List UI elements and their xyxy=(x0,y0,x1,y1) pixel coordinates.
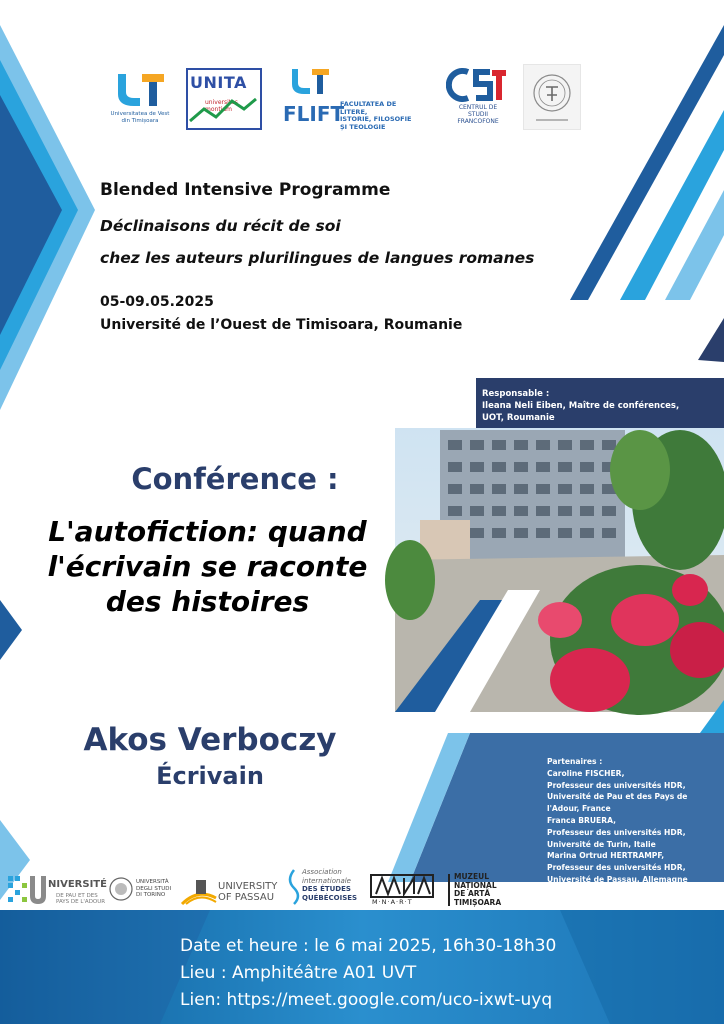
mnart-logo-icon xyxy=(370,874,434,898)
partner-line: Marina Ortrud HERTRAMPF, xyxy=(547,851,665,861)
conference-title-line2: l'écrivain se raconte xyxy=(47,550,368,583)
partners-label: Partenaires : xyxy=(547,757,603,766)
partner-line: l'Adour, France xyxy=(547,804,611,814)
pau-logo-word: NIVERSITÉ xyxy=(48,879,107,890)
programme-dates: 05-09.05.2025 xyxy=(100,294,214,310)
uvt-name xyxy=(100,111,180,125)
torino-line2: DEGLI STUDI xyxy=(136,885,172,892)
aieq-line4: QUÉBÉCOISES xyxy=(302,893,358,902)
unita-subtitle-line2: montium xyxy=(205,106,232,113)
uvt-logo xyxy=(112,70,168,112)
passau-logo-icon xyxy=(180,878,218,906)
flift-desc-line2: ISTORIE, FILOSOFIE xyxy=(340,115,412,123)
partner-line: Franca BRUERA, xyxy=(547,815,616,825)
aieq-logo-icon xyxy=(284,868,304,906)
programme-place: Université de l’Ouest de Timisoara, Roumanie xyxy=(100,317,463,333)
pau-logo-icon xyxy=(6,872,46,908)
partner-line: Professeur des universités HDR, xyxy=(547,863,686,873)
partner-line: Université de Passau, Allemagne xyxy=(547,874,688,884)
torino-line3: DI TORINO xyxy=(136,892,166,898)
torino-line1: UNIVERSITÀ xyxy=(136,879,169,885)
partner-line: Université de Turin, Italie xyxy=(547,839,656,849)
uvt-city-line: din Timișoara xyxy=(121,118,159,124)
flift-desc-line1: FACULTATEA DE LITERE, xyxy=(340,100,397,116)
csf-line3: FRANCOFONE xyxy=(457,118,499,125)
event-link[interactable]: Lien: https://meet.google.com/uco-ixwt-uyq xyxy=(180,990,553,1010)
pau-logo-caption xyxy=(56,893,105,905)
conference-title-line3: des histoires xyxy=(105,585,310,618)
programme-subtitle-line1: Déclinaisons du récit de soi xyxy=(100,217,341,235)
author-name: Akos Verboczy xyxy=(83,722,337,758)
passau-line1: UNIVERSITY xyxy=(218,881,278,892)
csf-logo xyxy=(446,66,510,104)
responsable-line1: Ileana Neli Eiben, Maître de conférences, xyxy=(482,401,680,411)
programme-subtitle-line2: chez les auteurs plurilingues de langues romanes xyxy=(100,249,535,267)
pau-logo-line2: PAYS DE L'ADOUR xyxy=(56,899,106,905)
partner-line: Caroline FISCHER, xyxy=(547,768,625,778)
university-seal-logo xyxy=(523,64,581,130)
muzeul-line3: DE ARTĂ xyxy=(454,889,491,898)
muzeul-line4: TIMIȘOARA xyxy=(454,897,502,907)
uvt-name-line: Universitatea de Vest xyxy=(110,111,170,117)
torino-seal-icon xyxy=(108,876,134,902)
csf-line1: CENTRUL DE xyxy=(458,104,498,111)
csf-caption xyxy=(446,104,510,125)
muzeul-logo-text xyxy=(454,873,501,907)
event-venue: Lieu : Amphitéâtre A01 UVT xyxy=(180,963,417,983)
partner-line: Professeur des universités HDR, xyxy=(547,780,686,790)
aieq-logo-text xyxy=(302,868,357,902)
conference-title-line1: L'autofiction: quand xyxy=(48,515,367,548)
torino-logo-text xyxy=(136,879,171,899)
unita-mountain-icon xyxy=(188,95,258,125)
passau-line2: OF PASSAU xyxy=(218,892,275,903)
partner-line: Université de Pau et des Pays de xyxy=(547,792,688,802)
passau-logo-text xyxy=(218,881,277,903)
muzeul-line2: NAȚIONAL xyxy=(454,880,497,890)
event-datetime: Date et heure : le 6 mai 2025, 16h30-18h30 xyxy=(180,936,557,956)
aieq-line3: DES ÉTUDES xyxy=(302,885,351,893)
aieq-line1: Association xyxy=(302,868,342,876)
unita-title: UNITA xyxy=(190,73,247,92)
partner-line: Professeur des universités HDR, xyxy=(547,827,686,837)
muzeul-divider xyxy=(448,874,450,906)
responsable-block xyxy=(482,388,712,424)
conference-label: Conférence : xyxy=(131,462,339,496)
aieq-line2: internationale xyxy=(302,876,351,885)
seal-icon xyxy=(524,65,580,129)
responsable-label: Responsable : xyxy=(482,389,550,399)
author-role: Écrivain xyxy=(156,762,264,790)
muzeul-line1: MUZEUL xyxy=(454,872,489,881)
flift-logo: FLIFT xyxy=(283,102,345,126)
mnart-caption: M·N·A·R·T xyxy=(372,898,413,906)
partners-block xyxy=(547,756,717,886)
flift-uvt-icon xyxy=(288,66,332,100)
conference-title xyxy=(30,514,385,619)
programme-title: Blended Intensive Programme xyxy=(100,180,391,200)
flift-description xyxy=(340,101,420,131)
unita-subtitle-line1: universitas xyxy=(205,99,238,106)
flift-desc-line3: ȘI TEOLOGIE xyxy=(340,122,386,131)
responsable-line2: UOT, Roumanie xyxy=(482,413,555,423)
csf-line2: STUDII xyxy=(467,111,489,118)
pau-logo-line1: DE PAU ET DES xyxy=(56,893,98,899)
